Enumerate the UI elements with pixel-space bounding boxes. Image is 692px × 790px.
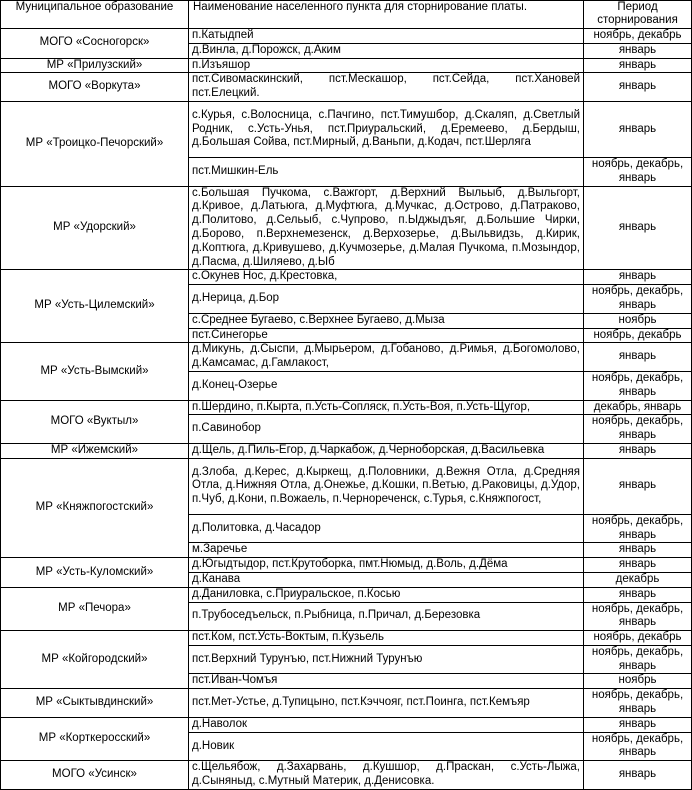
header-period: Период сторнирования [584,1,692,29]
municipality-cell: МР «Троицко-Печорский» [1,101,189,186]
table-row [1,587,692,602]
settlements-cell: п.Трубоседъельск, п.Рыбница, п.Причал, д.Березовка [189,602,584,631]
period-cell: ноябрь [584,674,692,689]
period-cell: ноябрь, декабрь, январь [584,689,692,718]
settlements-cell: п.Шердино, п.Кырта, п.Усть-Сопляск, п.Усть-Воя, п.Усть-Щугор, [189,400,584,415]
header-row [1,1,692,29]
settlements-cell: с.Среднее Бугаево, с.Верхнее Бугаево, д.Мыза [189,313,584,328]
period-cell: январь [584,343,692,372]
period-cell: январь [584,761,692,790]
period-cell: январь [584,717,692,732]
table-row [1,689,692,718]
settlements-cell: пст.Мишкин-Ель [189,157,584,186]
settlements-cell: д.Микунь, д.Сыспи, д.Мырьером, д.Гобаново, д.Римья, д.Богомолово, д.Камсамас, д.Гамлакост, [189,343,584,372]
municipality-cell: МОГО «Усинск» [1,761,189,790]
period-cell: ноябрь, декабрь, январь [584,645,692,674]
table-row [1,270,692,285]
municipality-cell: МР «Усть-Куломский» [1,558,189,588]
settlements-cell: д.Югыдтыдор, пст.Крутоборка, пмт.Нюмыд, д.Воль, д.Дёма [189,558,584,573]
municipality-cell: МР «Княжпогостский» [1,458,189,557]
table-row [1,58,692,73]
period-cell: ноябрь, декабрь [584,328,692,343]
table-row [1,400,692,415]
settlements-cell: д.Щель, д.Пиль-Егор, д.Чаркабож, д.Черноборская, д.Васильевка [189,443,584,458]
period-cell: ноябрь, декабрь, январь [584,285,692,314]
table-row [1,186,692,270]
settlements-cell: д.Наволок [189,717,584,732]
period-cell: январь [584,543,692,558]
table-row [1,458,692,514]
municipality-cell: МР «Удорский» [1,186,189,270]
table-row [1,101,692,157]
settlements-cell: с.Курья, с.Волосница, с.Пачгино, пст.Тимушбор, д.Скаляп, д.Светлый Родник, с.Усть-Унья, пст.Приуральский, д.Еремеево, д.Бердыш, д.Большая Сойва, пст.Мирный, д.Ваньпи, д.Кодач, пст.Шерляга [189,101,584,157]
period-cell: январь [584,558,692,573]
settlements-cell: д.Конец-Озерье [189,371,584,400]
settlements-cell: с.Окунев Нос, д.Крестовка, [189,270,584,285]
period-cell: январь [584,587,692,602]
municipality-cell: МР «Корткеросский» [1,717,189,760]
settlements-cell: п.Изъяшор [189,58,584,73]
municipality-cell: МР «Печора» [1,587,189,630]
municipality-cell: МР «Усть-Вымский» [1,343,189,400]
table-row [1,343,692,372]
table-row [1,443,692,458]
settlements-cell: пст.Ком, пст.Усть-Воктым, п.Кузьель [189,631,584,646]
period-cell: январь [584,43,692,58]
municipality-cell: МР «Койгородский» [1,631,189,689]
settlements-cell: п.Катыдпей [189,29,584,44]
header-settlement: Наименование населенного пункта для сторнирование платы. [189,1,584,29]
table-row [1,717,692,732]
period-cell: ноябрь, декабрь [584,631,692,646]
settlements-cell: д.Нерица, д.Бор [189,285,584,314]
settlements-cell: пст.Иван-Чомъя [189,674,584,689]
period-cell: ноябрь, декабрь, январь [584,371,692,400]
municipality-cell: МОГО «Воркута» [1,73,189,102]
period-cell: декабрь [584,572,692,587]
settlements-cell: пст.Мет-Устье, д.Тупицыно, пст.Кэччояг, пст.Поинга, пст.Кемъяр [189,689,584,718]
period-cell: январь [584,58,692,73]
settlements-cell: д.Даниловка, с.Приуральское, п.Косью [189,587,584,602]
municipality-cell: МР «Ижемский» [1,443,189,458]
table-row [1,761,692,790]
period-cell: ноябрь, декабрь, январь [584,602,692,631]
municipality-cell: МОГО «Вуктыл» [1,400,189,443]
period-cell: ноябрь [584,313,692,328]
period-cell: декабрь, январь [584,400,692,415]
settlements-cell: д.Винла, д.Порожск, д.Аким [189,43,584,58]
settlements-cell: пст.Синегорье [189,328,584,343]
settlements-cell: д.Новик [189,732,584,761]
period-cell: ноябрь, декабрь, январь [584,415,692,444]
period-cell: январь [584,73,692,102]
period-cell: январь [584,186,692,270]
settlements-cell: п.Савинобор [189,415,584,444]
period-cell: ноябрь, декабрь [584,29,692,44]
period-cell: ноябрь, декабрь, январь [584,732,692,761]
municipality-cell: МР «Сыктывдинский» [1,689,189,718]
settlements-cell: с.Щельябож, д.Захарвань, д.Кушшор, д.Праскан, с.Усть-Лыжа, д.Сыняныд, с.Мутный Материк, д.Денисовка. [189,761,584,790]
municipality-cell: МОГО «Сосногорск» [1,29,189,59]
settlements-cell: д.Канава [189,572,584,587]
settlements-cell: д.Злоба, д.Керес, д.Кыркещ, д.Половники, д.Вежня Отла, д.Средняя Отла, д.Нижняя Отла, д.Онежье, д.Кошки, п.Ветью, д.Раковицы, д.Удор, п.Чуб, д.Кони, п.Вожаель, п.Чернореченск, с.Турья, с.Княжпогост, [189,458,584,514]
header-municipality: Муниципальное образование [1,1,189,29]
settlements-cell: с.Большая Пучкома, с.Важгорт, д.Верхний Выльыб, д.Выльгорт, д.Кривое, д.Латьюга, д.Муфтюга, д.Мучкас, д.Острово, д.Патраково, д.Политово, д.Сельыб, с.Чупрово, п.Ыджыдъяг, д.Большие Чирки, д.Борово, п.Верхнемезенск, д.Верхозерье, д.Выльвидзь, д.Кирик, д.Коптюга, д.Кривушево, д.Кучмозерье, д.Малая Пучкома, п.Мозындор, д.Пасма, д.Шиляево, д.Ыб [189,186,584,270]
period-cell: январь [584,270,692,285]
period-cell: ноябрь, декабрь, январь [584,514,692,543]
table-row [1,631,692,646]
period-cell: ноябрь, декабрь, январь [584,157,692,186]
municipality-cell: МР «Усть-Цилемский» [1,270,189,343]
settlements-cell: м.Заречье [189,543,584,558]
settlements-cell: пст.Сивомаскинский, пст.Мескашор, пст.Сейда, пст.Хановей пст.Елецкий. [189,73,584,102]
period-cell: январь [584,101,692,157]
table-body [1,29,692,790]
period-cell: январь [584,443,692,458]
table-row [1,29,692,44]
municipality-cell: МР «Прилузский» [1,58,189,73]
settlements-cell: д.Политовка, д.Часадор [189,514,584,543]
table-row [1,73,692,102]
table-row [1,558,692,573]
period-cell: январь [584,458,692,514]
settlements-cell: пст.Верхний Турунъю, пст.Нижний Турунъю [189,645,584,674]
